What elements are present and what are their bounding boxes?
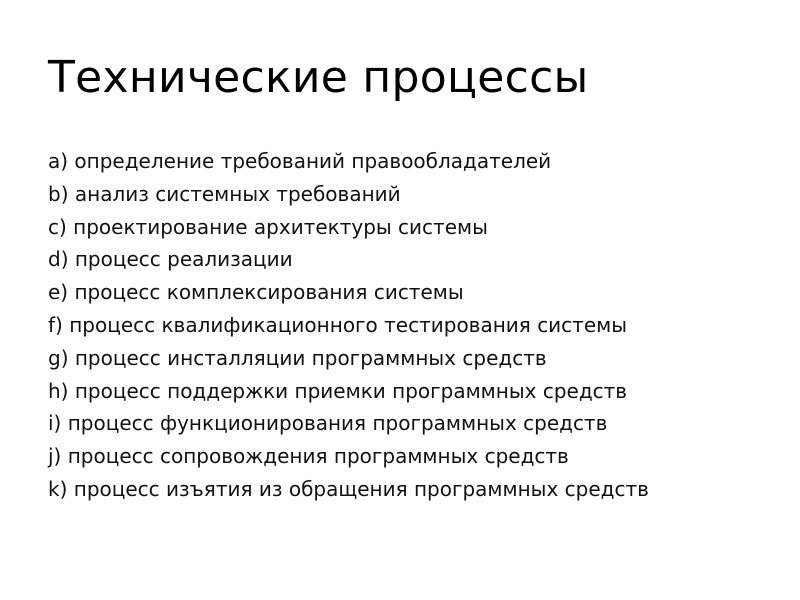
process-item-i: i) процесс функционирования программных средств — [48, 411, 608, 436]
process-item-k: k) процесс изъятия из обращения программных средств — [48, 476, 649, 501]
process-item-b: b) анализ системных требований — [48, 181, 401, 206]
process-item-h: h) процесс поддержки приемки программных средств — [48, 378, 628, 403]
process-item-c: c) проектирование архитектуры системы — [48, 214, 488, 239]
process-item-a: a) определение требований правообладателей — [48, 149, 552, 173]
process-item-e: e) процесс комплексирования системы — [48, 280, 464, 305]
process-list — [48, 147, 748, 503]
process-item-f: f) процесс квалификационного тестирования системы — [48, 312, 628, 337]
slide-title: Технические процессы — [48, 52, 589, 103]
process-item-j: j) процесс сопровождения программных средств — [48, 444, 569, 469]
process-item-g: g) процесс инсталляции программных средств — [48, 345, 547, 370]
process-item-d: d) процесс реализации — [48, 247, 293, 272]
